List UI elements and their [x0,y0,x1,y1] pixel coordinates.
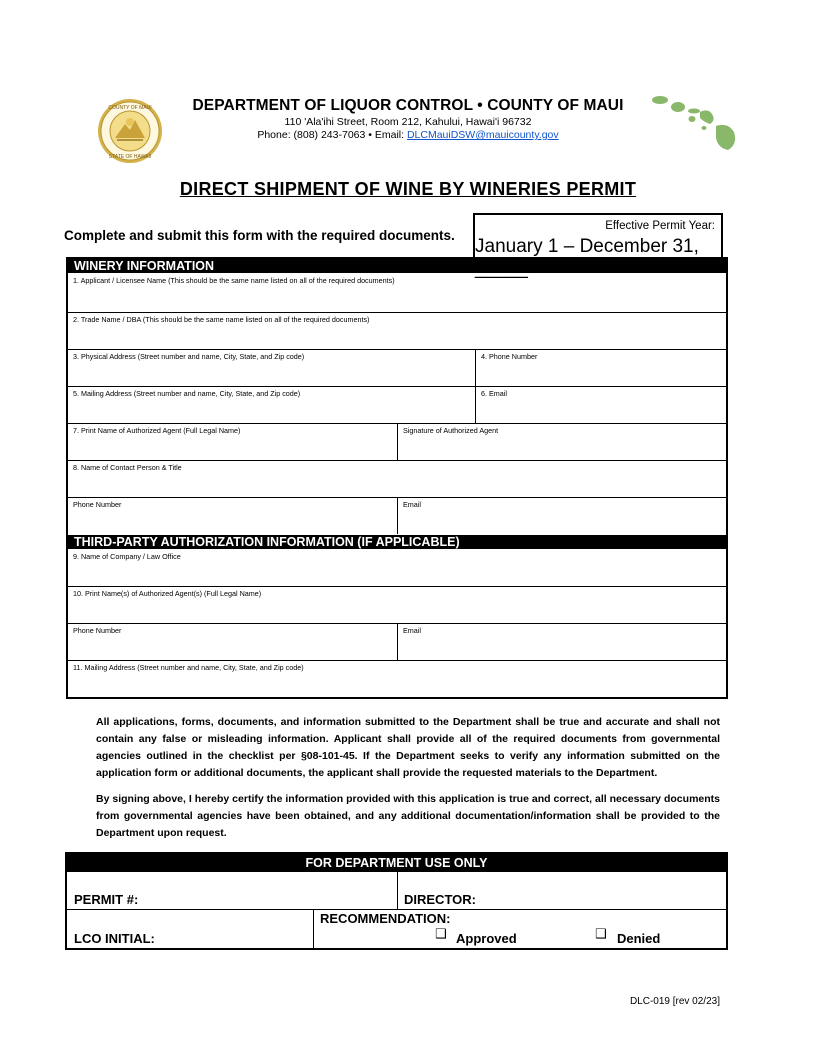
field-company-name[interactable] [68,549,726,587]
winery-section-header: WINERY INFORMATION [68,259,726,273]
field-third-party-phone[interactable] [68,623,397,660]
recommendation-label: RECOMMENDATION: [320,911,451,926]
form-revision-code: DLC-019 [rev 02/23] [629,996,720,1007]
field-email[interactable] [475,386,726,423]
divider [397,872,398,909]
phone-text: Phone: (808) 243-7063 • Email: [257,129,407,141]
field-label: 6. Email [481,389,507,398]
permit-year-box [473,213,723,257]
row-mailing-address [68,386,726,424]
accuracy-statement: All applications, forms, documents, and information submitted to the Department shall be true and accurate and shall not contain any false or misleading information. Applicant shall provide all of the required documents from governmental agencies outlined in the checklist per §08-101-45. If the Department seeks to verify any information submitted on the application form or additional documents, the applicant shall provide the requested materials to the Department. [96,716,720,779]
field-physical-address[interactable] [68,349,475,386]
permit-year-label: Effective Permit Year: [605,220,715,232]
row-third-party-contact [68,623,726,661]
svg-text:COUNTY OF MAUI: COUNTY OF MAUI [108,105,152,111]
lco-initial-label: LCO INITIAL: [74,931,155,946]
denied-label: Denied [617,931,661,946]
field-agent-name[interactable] [68,423,397,460]
permit-year-value[interactable]: January 1 – December 31, [475,236,699,257]
divider [67,909,726,910]
email-link[interactable]: DLCMauiDSW@mauicounty.gov [406,129,559,141]
field-label: 8. Name of Contact Person & Title [73,463,182,472]
department-use-header: FOR DEPARTMENT USE ONLY [67,854,726,872]
certification-statement: By signing above, I hereby certify the information provided with this application is true and correct, all necessary documents from governmental agencies have been obtained, and any additional documentation/information shall be provided to the Department upon request. [96,793,720,839]
approved-checkbox[interactable]: ❑ [435,926,447,941]
field-label: 7. Print Name of Authorized Agent (Full Legal Name) [73,426,241,435]
department-use-box [65,852,728,950]
field-third-party-agents[interactable] [68,586,726,624]
field-trade-name[interactable] [68,312,726,350]
field-third-party-mailing-address[interactable] [68,660,726,697]
field-label: 10. Print Name(s) of Authorized Agent(s) (Full Legal Name) [73,589,262,598]
row-authorized-agent [68,423,726,461]
field-label: Phone Number [73,500,122,509]
field-agent-signature[interactable] [397,423,726,460]
field-label: 5. Mailing Address (Street number and name, City, State, and Zip code) [73,389,301,398]
field-mailing-address[interactable] [68,386,475,423]
divider [313,909,314,948]
form-instruction: Complete and submit this form with the required documents. [64,228,455,243]
field-label: Signature of Authorized Agent [403,426,499,435]
denied-checkbox[interactable]: ❑ [595,926,607,941]
field-phone-number[interactable] [475,349,726,386]
field-label: 4. Phone Number [481,352,538,361]
field-label: Email [403,500,421,509]
field-label: 11. Mailing Address (Street number and name, City, State, and Zip code) [73,663,304,672]
application-form [66,257,728,699]
department-address: 110 'Ala'ihi Street, Room 212, Kahului, Hawai'i 96732 [284,116,532,128]
field-contact-email[interactable] [397,497,726,534]
field-label: Email [403,626,421,635]
field-label: 2. Trade Name / DBA (This should be the same name listed on all of the required documents) [73,315,370,324]
director-label: DIRECTOR: [404,892,476,907]
field-contact-phone[interactable] [68,497,397,534]
field-applicant-name[interactable] [68,273,726,313]
field-contact-person[interactable] [68,460,726,498]
field-label: 1. Applicant / Licensee Name (This should be the same name listed on all of the required documents) [73,276,395,285]
approved-label: Approved [456,931,517,946]
form-title: DIRECT SHIPMENT OF WINE BY WINERIES PERMIT [179,179,637,199]
row-contact-info [68,497,726,534]
permit-number-label: PERMIT #: [74,892,139,907]
field-label: 9. Name of Company / Law Office [73,552,181,561]
department-title: DEPARTMENT OF LIQUOR CONTROL • COUNTY OF MAUI [192,97,624,114]
field-label: Phone Number [73,626,122,635]
field-third-party-email[interactable] [397,623,726,660]
department-contact [0,129,816,141]
svg-text:STATE OF HAWAII: STATE OF HAWAII [108,154,152,160]
field-label: 3. Physical Address (Street number and name, City, State, and Zip code) [73,352,305,361]
row-physical-address [68,349,726,387]
third-party-section-header: THIRD-PARTY AUTHORIZATION INFORMATION (IF APPLICABLE) [68,535,726,549]
